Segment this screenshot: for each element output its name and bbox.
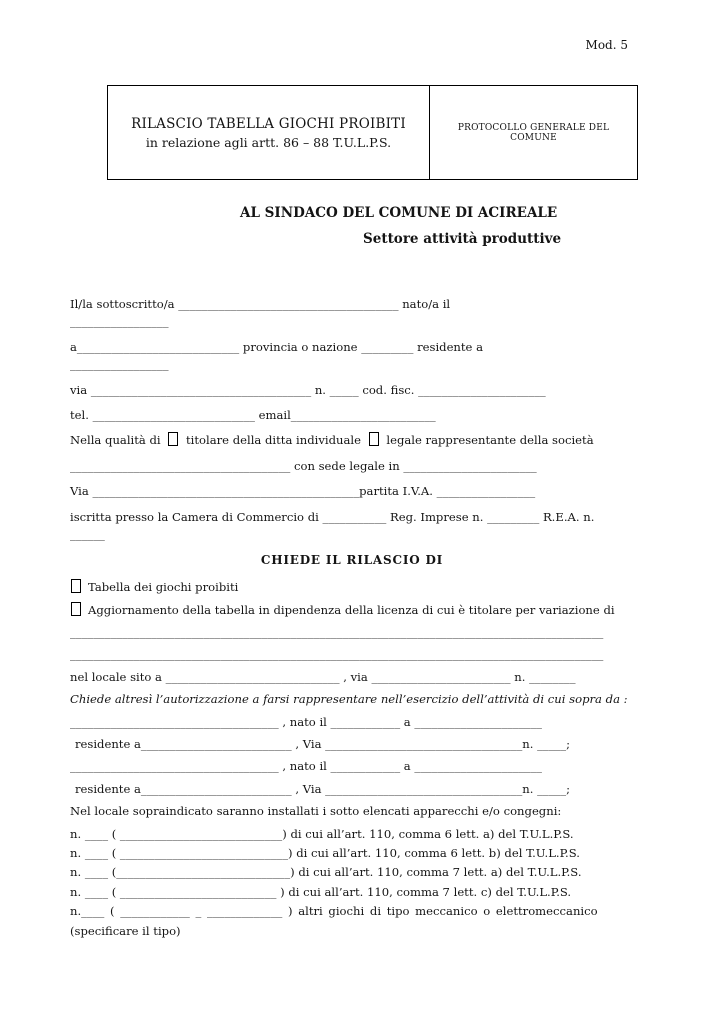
- apparecchi-intro: Nel locale sopraindicato saranno installati i sotto elencati apparecchi e/o congegni:: [70, 804, 562, 819]
- line-luogo-nascita: [70, 339, 634, 374]
- form-subtitle: in relazione agli artt. 86 – 88 T.U.L.P.S.: [145, 134, 392, 150]
- apparecchi-row: n. ____ ( ____________________________) di cui all’art. 110, comma 6 lett. a) del T.U.L.P.S.: [70, 826, 574, 841]
- line-luogo-nascita-text: a____________________________ provincia o nazione _________ residente a: [70, 339, 484, 354]
- rappresentante-intro: Chiede altresì l’autorizzazione a farsi rappresentare nell’esercizio dell’attività di cui sopra da :: [70, 692, 628, 707]
- line-sottoscritto-cont: _________________: [70, 314, 169, 329]
- checkbox-aggiornamento[interactable]: [71, 602, 81, 616]
- request-section: [70, 551, 634, 940]
- mod-label: Mod. 5: [585, 38, 628, 52]
- blank-line-1: ____________________________________________________________________________________________: [70, 625, 604, 640]
- line-sede-legale: ______________________________________ con sede legale in _______________________: [70, 458, 537, 473]
- qualita-option-titolare: titolare della ditta individuale: [186, 433, 361, 448]
- qualita-option-legale: legale rappresentante della società: [386, 433, 594, 448]
- rappresentante-2-residente: residente a__________________________ , Via __________________________________n. _____;: [75, 781, 570, 796]
- protocol-label: PROTOCOLLO GENERALE DEL COMUNE: [457, 122, 610, 143]
- apparecchi-row: n. ____ ( ___________________________ ) di cui all’art. 110, comma 7 lett. c) del T.U.L.P.S.: [70, 884, 572, 899]
- checkbox-tabella-giochi[interactable]: [71, 579, 81, 593]
- line-qualita: [70, 432, 634, 449]
- recipient-block: [70, 205, 632, 247]
- option-tabella: [70, 579, 634, 596]
- line-via-codfisc: via ______________________________________ n. _____ cod. fisc. ______________________: [70, 382, 546, 397]
- rappresentante-1-residente: residente a__________________________ , Via __________________________________n. _____;: [75, 737, 570, 752]
- line-locale-sito: nel locale sito a ______________________________ , via ________________________ n. ________: [70, 669, 576, 684]
- recipient-line-1: AL SINDACO DEL COMUNE DI ACIREALE: [240, 205, 558, 221]
- applicant-section: [70, 296, 634, 543]
- line-sottoscritto-text: Il/la sottoscritto/a ______________________________________ nato/a il: [70, 297, 451, 311]
- option-aggiornamento: [70, 602, 634, 619]
- header-title-cell: [108, 86, 430, 179]
- line-luogo-nascita-cont: _________________: [70, 357, 169, 372]
- section-heading-chiede: CHIEDE IL RILASCIO DI: [260, 553, 444, 568]
- rappresentante-2-nato: ____________________________________ , nato il ____________ a ______________________: [70, 759, 542, 774]
- header-box: [107, 85, 638, 180]
- line-camera-commercio-text: iscritta presso la Camera di Commercio di ___________ Reg. Imprese n. _________ R.E.A. n.: [70, 509, 595, 524]
- checkbox-titolare-ditta[interactable]: [168, 432, 178, 446]
- form-body: [70, 296, 634, 945]
- protocol-cell: [430, 86, 637, 179]
- option-tabella-label: Tabella dei giochi proibiti: [88, 580, 239, 595]
- apparecchi-row: n.____ ( ____________ _ _____________ ) altri giochi di tipo meccanico o elettromeccanico: [70, 904, 598, 919]
- line-tel-email: tel. ____________________________ email_________________________: [70, 407, 436, 422]
- blank-line-2: ____________________________________________________________________________________________: [70, 647, 604, 662]
- apparecchi-row: n. ____ (______________________________) di cui all’art. 110, comma 7 lett. a) del T.U.L.P.S.: [70, 865, 582, 880]
- recipient-line-2: Settore attività produttive: [363, 231, 562, 247]
- rappresentante-1-nato: ____________________________________ , nato il ____________ a ______________________: [70, 714, 542, 729]
- line-partita-iva: Via ______________________________________________partita I.V.A. _________________: [70, 484, 536, 499]
- qualita-prefix: Nella qualità di: [70, 433, 161, 448]
- line-sottoscritto: [70, 296, 634, 331]
- option-aggiornamento-label: Aggiornamento della tabella in dipendenza della licenza di cui è titolare per variazione di: [88, 602, 615, 617]
- specificare-tipo-note: (specificare il tipo): [70, 923, 181, 938]
- apparecchi-row: n. ____ ( _____________________________) di cui all’art. 110, comma 6 lett. b) del T.U.L.P.S.: [70, 845, 580, 860]
- checkbox-legale-rappresentante[interactable]: [369, 432, 379, 446]
- line-camera-commercio-cont: ______: [70, 526, 105, 541]
- form-title: RILASCIO TABELLA GIOCHI PROIBITI: [131, 115, 406, 132]
- line-camera-commercio: [70, 509, 634, 544]
